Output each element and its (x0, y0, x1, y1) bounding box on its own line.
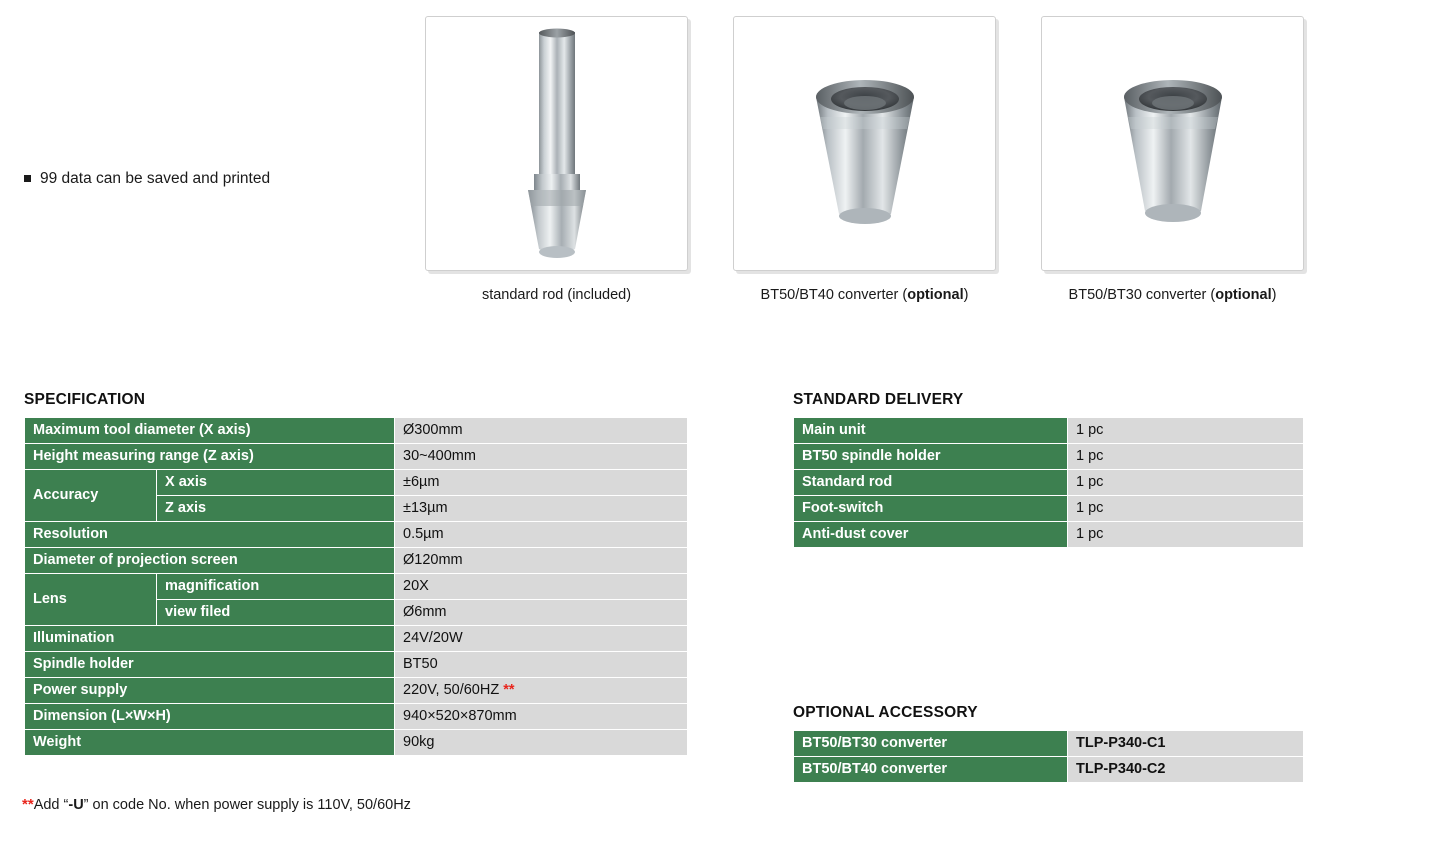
table-row (25, 418, 688, 444)
table-row (794, 757, 1304, 783)
caption-text: BT50/BT30 converter ( (1068, 287, 1216, 303)
delivery-label: Standard rod (794, 470, 1068, 496)
specification-title: SPECIFICATION (24, 391, 146, 408)
spec-label: Dimension (L×W×H) (25, 704, 395, 730)
caption-text: BT50/BT40 converter ( (760, 287, 908, 303)
spec-value: 20X (395, 574, 688, 600)
spec-value: Ø120mm (395, 548, 688, 574)
accessory-label: BT50/BT40 converter (794, 757, 1068, 783)
table-row (794, 444, 1304, 470)
spec-label: Accuracy (25, 470, 157, 522)
delivery-label: Foot-switch (794, 496, 1068, 522)
table-row (25, 470, 688, 496)
product-image-bt50-bt40 (733, 16, 996, 303)
table-row (794, 496, 1304, 522)
table-row (794, 731, 1304, 757)
bt50-bt40-caption (761, 287, 969, 303)
table-row (25, 652, 688, 678)
bullet-note (24, 170, 270, 188)
specification-table (24, 417, 688, 756)
spec-sublabel: Z axis (157, 496, 395, 522)
spec-label: Resolution (25, 522, 395, 548)
product-image-bt50-bt30 (1041, 16, 1304, 303)
caption-tail: ) (963, 287, 969, 303)
delivery-value: 1 pc (1068, 444, 1304, 470)
footnote-text-before: Add “ (33, 797, 69, 813)
standard-delivery-title: STANDARD DELIVERY (793, 391, 964, 408)
delivery-label: Main unit (794, 418, 1068, 444)
delivery-value: 1 pc (1068, 496, 1304, 522)
spec-value: 30~400mm (395, 444, 688, 470)
bt50-bt30-image-frame (1041, 16, 1304, 271)
standard-rod-icon (442, 24, 672, 264)
spec-value (395, 678, 688, 704)
delivery-value: 1 pc (1068, 522, 1304, 548)
table-row (794, 470, 1304, 496)
table-row (25, 522, 688, 548)
table-row (25, 704, 688, 730)
spec-label: Height measuring range (Z axis) (25, 444, 395, 470)
spec-label: Spindle holder (25, 652, 395, 678)
spec-value: 24V/20W (395, 626, 688, 652)
table-row (25, 730, 688, 756)
delivery-label: BT50 spindle holder (794, 444, 1068, 470)
caption-bold: optional (907, 287, 964, 303)
table-row (25, 574, 688, 600)
table-row (25, 444, 688, 470)
standard-delivery-table (793, 417, 1304, 548)
footnote-marker: ** (503, 681, 515, 698)
accessory-code: TLP-P340-C2 (1068, 757, 1304, 783)
spec-label: Weight (25, 730, 395, 756)
table-row (794, 522, 1304, 548)
spec-value: Ø6mm (395, 600, 688, 626)
spec-sublabel: magnification (157, 574, 395, 600)
bt50-bt30-converter-icon (1058, 29, 1288, 259)
product-images-row (425, 16, 1304, 303)
spec-value-text: 220V, 50/60HZ (403, 681, 500, 698)
bt50-bt40-converter-icon (750, 29, 980, 259)
spec-label: Lens (25, 574, 157, 626)
spec-value: BT50 (395, 652, 688, 678)
spec-value: Ø300mm (395, 418, 688, 444)
spec-value: 0.5µm (395, 522, 688, 548)
product-image-standard-rod (425, 16, 688, 303)
footnote-marker: ** (22, 796, 34, 813)
optional-accessory-title: OPTIONAL ACCESSORY (793, 704, 978, 721)
spec-label: Illumination (25, 626, 395, 652)
standard-rod-image-frame (425, 16, 688, 271)
footnote-text-after: ” on code No. when power supply is 110V, 50/60Hz (83, 797, 411, 813)
caption-text: standard rod (included) (481, 287, 632, 303)
spec-value: ±13µm (395, 496, 688, 522)
spec-value: ±6µm (395, 470, 688, 496)
spec-value: 940×520×870mm (395, 704, 688, 730)
footnote (22, 796, 411, 813)
bt50-bt30-caption (1069, 287, 1277, 303)
accessory-label: BT50/BT30 converter (794, 731, 1068, 757)
bullet-square-icon (24, 175, 31, 182)
delivery-value: 1 pc (1068, 470, 1304, 496)
optional-accessory-table (793, 730, 1304, 783)
bt50-bt40-image-frame (733, 16, 996, 271)
table-row (25, 548, 688, 574)
spec-sublabel: X axis (157, 470, 395, 496)
spec-sublabel: view filed (157, 600, 395, 626)
spec-value: 90kg (395, 730, 688, 756)
spec-label: Power supply (25, 678, 395, 704)
standard-rod-caption (482, 287, 631, 303)
delivery-label: Anti-dust cover (794, 522, 1068, 548)
caption-bold: optional (1215, 287, 1272, 303)
bullet-note-text: 99 data can be saved and printed (40, 170, 271, 187)
caption-tail: ) (1271, 287, 1277, 303)
footnote-bold: -U (68, 797, 84, 813)
accessory-code: TLP-P340-C1 (1068, 731, 1304, 757)
spec-label: Diameter of projection screen (25, 548, 395, 574)
delivery-value: 1 pc (1068, 418, 1304, 444)
table-row (25, 626, 688, 652)
table-row (25, 678, 688, 704)
table-row (794, 418, 1304, 444)
spec-label: Maximum tool diameter (X axis) (25, 418, 395, 444)
